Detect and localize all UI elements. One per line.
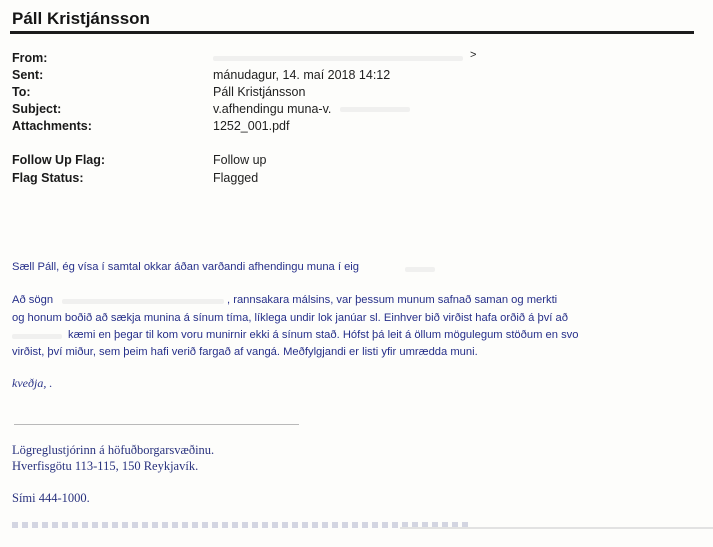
paragraph-line-1: , rannsakara málsins, var þessum munum safnað saman og merkti: [227, 294, 558, 306]
title-divider: [10, 31, 694, 34]
bottom-divider: [400, 527, 713, 529]
follow-up-flag-value: Follow up: [213, 153, 267, 167]
to-label: To:: [12, 85, 31, 99]
signature-address: Hverfisgötu 113-115, 150 Reykjavík.: [12, 459, 199, 473]
closing-line: kveðja, .: [12, 376, 53, 390]
attachments-value: 1252_001.pdf: [213, 119, 290, 133]
paragraph-start: Að sögn: [12, 294, 54, 306]
signature-phone: Sími 444-1000.: [12, 491, 90, 505]
signature-organization: Lögreglustjórinn á höfuðborgarsvæðinu.: [12, 443, 215, 457]
paragraph-line-3: kæmi en þegar til kom voru munirnir ekki á sínum stað. Hófst þá leit á öllum mögulegum stöðum en svo: [68, 329, 579, 341]
paragraph-line-4: virðist, því miður, sem þeim hafi verið fargað af vangá. Meðfylgjandi er listi yfir umrædda muni.: [12, 346, 478, 358]
attachments-label: Attachments:: [12, 119, 92, 133]
flag-status-label: Flag Status:: [12, 171, 84, 185]
person-redaction: [12, 334, 62, 339]
subject-value: v.afhendingu muna-v.: [213, 102, 332, 116]
page-title: Páll Kristjánsson: [12, 9, 150, 28]
greeting-line: Sæll Páll, ég vísa í samtal okkar áðan varðandi afhendingu muna í eig: [12, 261, 360, 273]
name-redaction: [62, 299, 224, 304]
follow-up-flag-label: Follow Up Flag:: [12, 153, 106, 167]
sent-value: mánudagur, 14. maí 2018 14:12: [213, 68, 391, 82]
subject-label: Subject:: [12, 102, 62, 116]
subject-redaction: [340, 107, 410, 112]
from-label: From:: [12, 51, 48, 65]
to-value: Páll Kristjánsson: [213, 85, 306, 99]
flag-status-value: Flagged: [213, 171, 259, 185]
paragraph-line-2: og honum boðið að sækja munina á sínum tíma, líklega undir lok janúar sl. Einhver bið virðist hafa orðið á því að: [12, 312, 568, 324]
sent-label: Sent:: [12, 68, 44, 82]
signature-divider: [14, 424, 299, 425]
from-value: >: [470, 49, 477, 61]
from-redaction: [213, 56, 463, 61]
greeting-redaction: [405, 267, 435, 272]
